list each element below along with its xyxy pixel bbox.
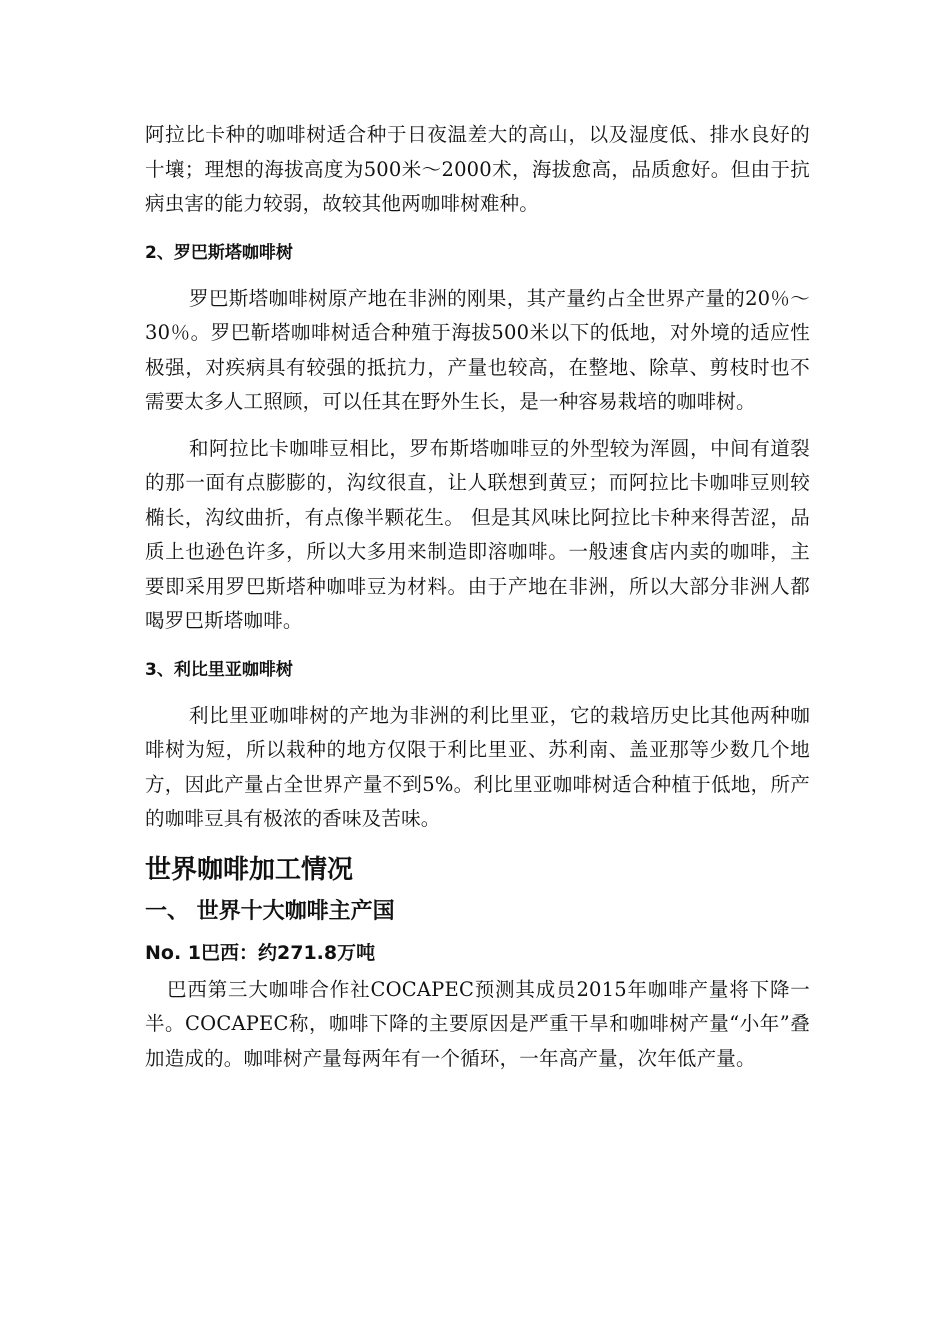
- heading-liberica: 3、利比里亚咖啡树: [145, 659, 293, 680]
- paragraph-liberica: 利比里亚咖啡树的产地为非洲的利比里亚，它的栽培历史比其他两种咖啡树为短，所以栽种的地方仅限于利比里亚、苏利南、盖亚那等少数几个地方，因此产量占全世界产量不到5%。利比里亚咖啡树适合种植于低地，所产的咖啡豆具有极浓的香味及苦味。: [145, 703, 810, 830]
- document-page: [145, 118, 810, 1076]
- subsection-title-top10: 一、 世界十大咖啡主产国: [145, 898, 395, 924]
- paragraph-robusta-origin: 罗巴斯塔咖啡树原产地在非洲的刚果，其产量约占全世界产量的20％～30％。罗巴靳塔咖啡树适合种殖于海拔500米以下的低地，对外境的适应性极强，对疾病具有较强的抵抗力，产量也较高，在整地、除草、剪枝时也不需要太多人工照顾，可以任其在野外生长，是一种容易栽培的咖啡树。: [145, 286, 810, 413]
- paragraph-brazil: 巴西第三大咖啡合作社COCAPEC预测其成员2015年咖啡产量将下降一半。COCAPEC称，咖啡下降的主要原因是严重干旱和咖啡树产量“小年”叠加造成的。咖啡树产量每两年有一个循环，一年高产量，次年低产量。: [145, 977, 810, 1070]
- section-title-processing: 世界咖啡加工情况: [145, 854, 354, 885]
- item-heading-brazil: No. 1巴西：约271.8万吨: [145, 941, 376, 964]
- paragraph-robusta-comparison: 和阿拉比卡咖啡豆相比，罗布斯塔咖啡豆的外型较为浑圆，中间有道裂的那一面有点膨膨的，沟纹很直，让人联想到黄豆；而阿拉比卡咖啡豆则较椭长，沟纹曲折，有点像半颗花生。 但是其风味比阿拉比卡种来得苦涩，品质上也逊色许多，所以大多用来制造即溶咖啡。一般速食店内卖的咖啡，主要即采用罗巴斯塔种咖啡豆为材料。由于产地在非洲，所以大部分非洲人都喝罗巴斯塔咖啡。: [145, 436, 810, 632]
- paragraph-arabica: 阿拉比卡种的咖啡树适合种于日夜温差大的高山，以及湿度低、排水良好的十壤；理想的海拔高度为500米～2000术，海拔愈高，品质愈好。但由于抗病虫害的能力较弱，故较其他两咖啡树难种。: [145, 123, 810, 215]
- heading-robusta: 2、罗巴斯塔咖啡树: [145, 242, 293, 263]
